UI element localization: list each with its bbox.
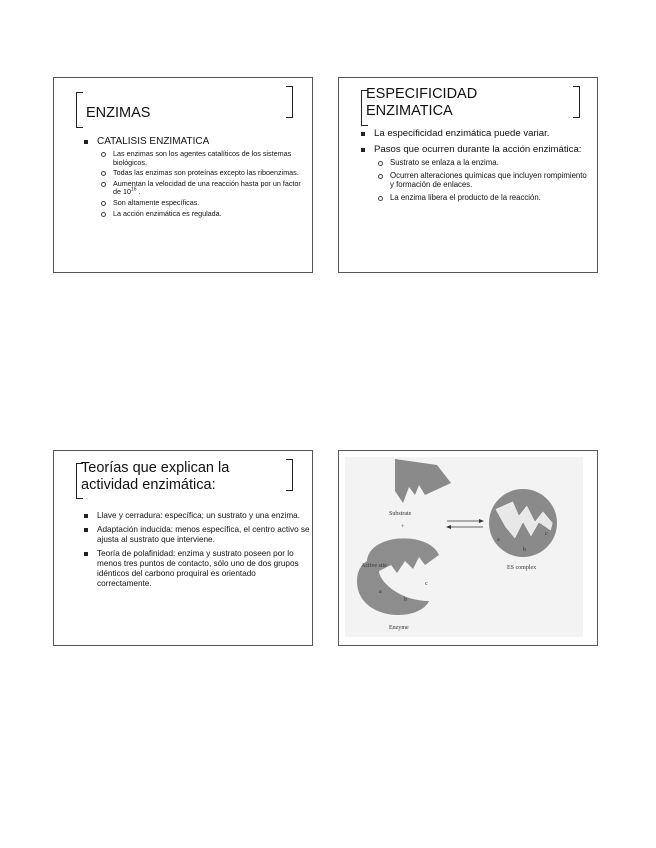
- bullet-item: Adaptación inducida: menos específica, el centro activo se ajusta al sustrato que interviene.: [82, 525, 310, 545]
- sub-bullet-item: La enzima libera el producto de la reacción.: [374, 193, 591, 203]
- title-bracket-right: [573, 86, 580, 118]
- sub-bullet-item: Ocurren alteraciones químicas que incluyen rompimiento y formación de enlaces.: [374, 171, 591, 190]
- slide-teorias: [53, 450, 313, 646]
- label-site-b: b: [404, 597, 407, 603]
- bullet-item: La especificidad enzimática puede variar.: [359, 128, 591, 140]
- slide-especificidad: [338, 77, 598, 273]
- slide-enzimas: [53, 77, 313, 273]
- slide-content: [82, 511, 310, 593]
- bullet-text: CATALISIS ENZIMATICA: [97, 136, 210, 147]
- label-es-site-b: b: [523, 547, 526, 553]
- bullet-item: Teoría de polafinidad: enzima y sustrato poseen por lo menos tres puntos de contacto, sólo uno de dos grupos idénticos del carbono proquiral es orientado correctamente.: [82, 549, 310, 589]
- enzyme-substrate-figure: [339, 451, 597, 645]
- slide-figure: [338, 450, 598, 646]
- label-substrate: Substrate: [389, 511, 412, 517]
- label-es-complex: ES complex: [507, 565, 537, 571]
- sub-bullet-item: Todas las enzimas son proteínas excepto las riboenzimas.: [97, 169, 307, 178]
- label-plus: +: [401, 524, 405, 530]
- label-active-site: Active site: [361, 563, 387, 569]
- title-bracket-right: [286, 86, 293, 118]
- label-site-c: c: [425, 581, 428, 587]
- bullet-item: Pasos que ocurren durante la acción enzimática: Sustrato se enlaza a la enzima. Ocurren alteraciones químicas que incluyen rompimiento y formación de enlaces. La enzima libera el producto de la reacción.: [359, 144, 591, 203]
- sub-bullet-item: La acción enzimática es regulada.: [97, 210, 307, 219]
- slide-title: ESPECIFICIDAD ENZIMATICA: [366, 86, 478, 119]
- label-es-site-c: c: [545, 531, 548, 537]
- slide-content: [359, 128, 591, 206]
- exponent: 16: [131, 186, 137, 193]
- sub-bullet-item: Sustrato se enlaza a la enzima.: [374, 158, 591, 168]
- slide-content: [82, 136, 307, 220]
- slide-title: ENZIMAS: [86, 105, 151, 121]
- label-site-a: a: [379, 589, 382, 595]
- title-bracket-right: [286, 459, 293, 491]
- title-bracket-left: [76, 92, 83, 128]
- sub-bullet-item: Son altamente específicas.: [97, 199, 307, 208]
- bullet-item: [82, 136, 307, 218]
- label-enzyme: Enzyme: [389, 625, 409, 631]
- label-es-site-a: a: [497, 537, 500, 543]
- slide-title: Teorías que explican la actividad enzimática:: [81, 460, 230, 493]
- bullet-item: Llave y cerradura: específica; un sustrato y una enzima.: [82, 511, 310, 521]
- sub-bullet-item: Aumentan la velocidad de una reacción hasta por un factor de $10^{16}$ .: [97, 180, 307, 197]
- sub-bullet-item: Las enzimas son los agentes catalíticos de los sistemas biológicos.: [97, 150, 307, 167]
